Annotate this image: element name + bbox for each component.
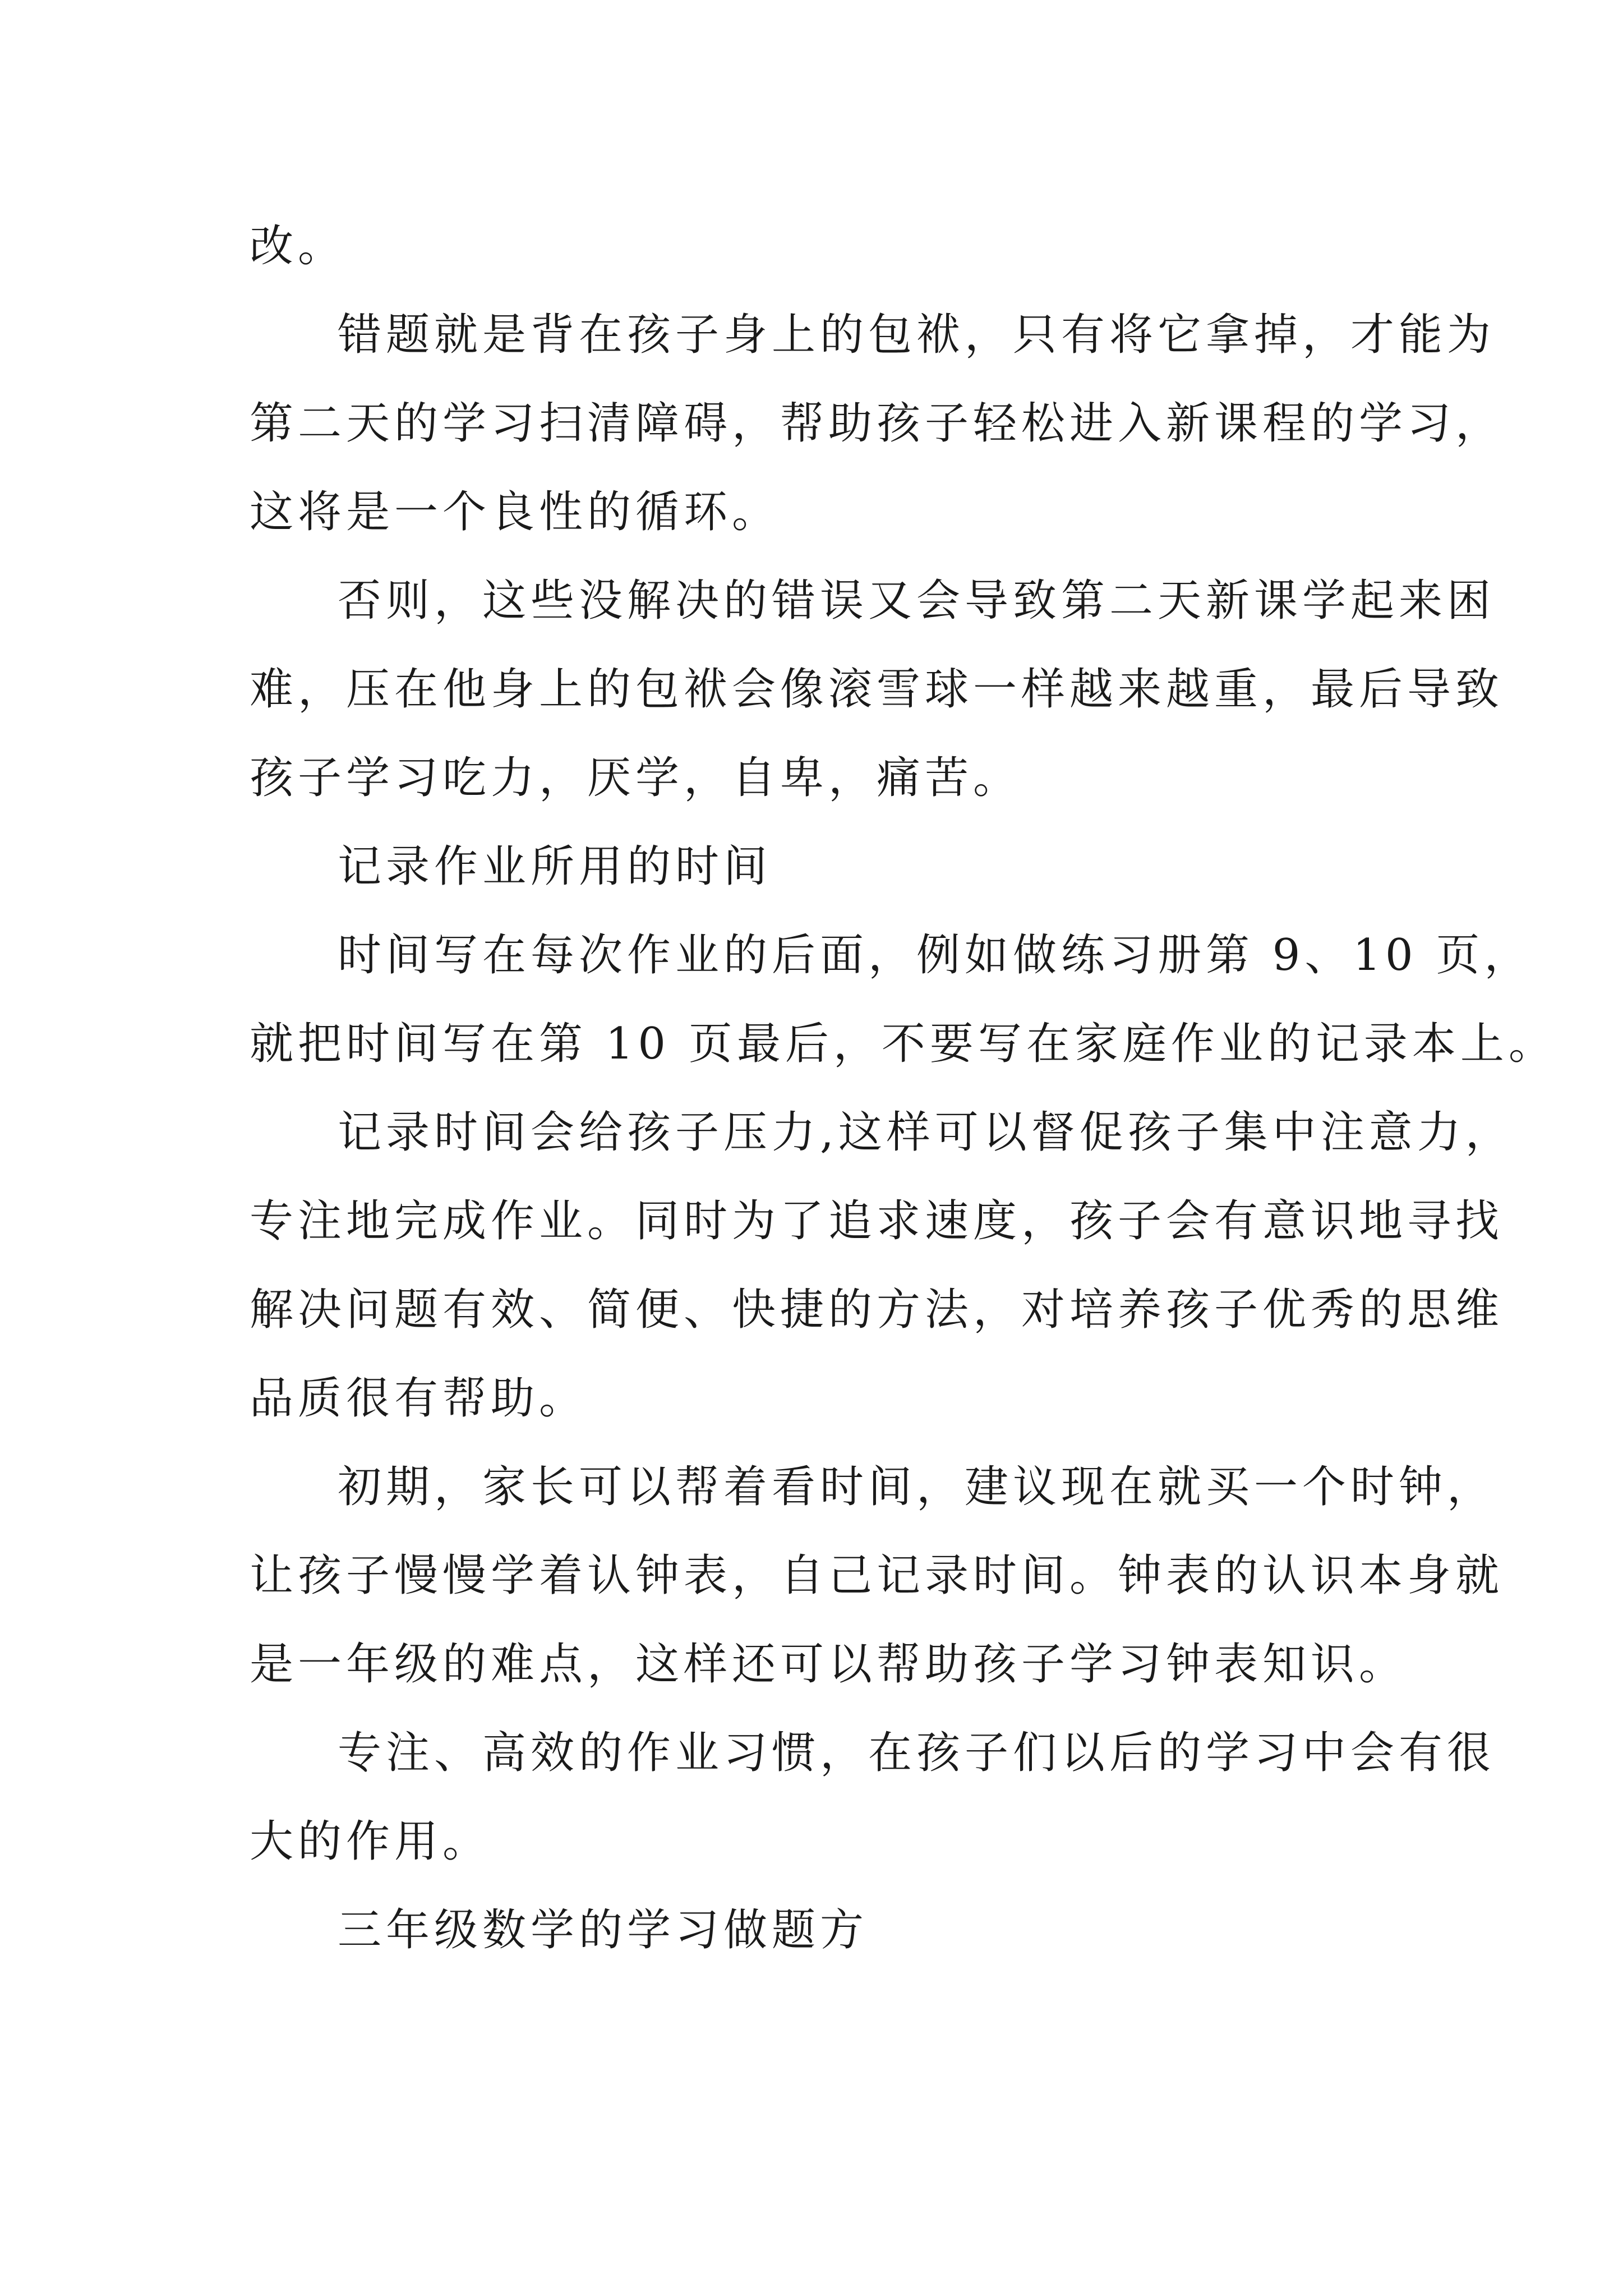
text-line: 让孩子慢慢学着认钟表，自己记录时间。钟表的认识本身就	[250, 1550, 1504, 1601]
text-line: 孩子学习吃力，厌学，自卑，痛苦。	[250, 753, 1022, 803]
text-line: 这将是一个良性的循环。	[250, 487, 781, 537]
text-line: 初期，家长可以帮着看时间，建议现在就买一个时钟，	[338, 1462, 1496, 1512]
text-line: 解决问题有效、简便、快捷的方法，对培养孩子优秀的思维	[250, 1285, 1504, 1335]
text-line: 记录时间会给孩子压力,这样可以督促孩子集中注意力，	[338, 1107, 1514, 1158]
text-line: 难，压在他身上的包袱会像滚雪球一样越来越重，最后导致	[250, 664, 1504, 715]
text-line: 否则，这些没解决的错误又会导致第二天新课学起来困	[338, 576, 1496, 626]
text-line: 是一年级的难点，这样还可以帮助孩子学习钟表知识。	[250, 1639, 1408, 1690]
text-line: 专注、高效的作业习惯，在孩子们以后的学习中会有很	[338, 1728, 1496, 1778]
text-line: 大的作用。	[250, 1816, 491, 1867]
text-line: 时间写在每次作业的后面，例如做练习册第 9、10 页，	[338, 930, 1533, 981]
text-line: 错题就是背在孩子身上的包袱，只有将它拿掉，才能为	[338, 310, 1496, 360]
section-heading: 记录作业所用的时间	[338, 841, 772, 892]
text-line: 专注地完成作业。同时为了追求速度，孩子会有意识地寻找	[250, 1196, 1504, 1246]
body-text	[250, 202, 1557, 1975]
section-heading: 三年级数学的学习做题方	[338, 1905, 869, 1955]
text-line: 就把时间写在第 10 页最后，不要写在家庭作业的记录本上。	[250, 1019, 1557, 1069]
text-line: 改。	[250, 221, 347, 272]
text-line: 第二天的学习扫清障碍，帮助孩子轻松进入新课程的学习，	[250, 398, 1504, 449]
text-line: 品质很有帮助。	[250, 1373, 588, 1424]
